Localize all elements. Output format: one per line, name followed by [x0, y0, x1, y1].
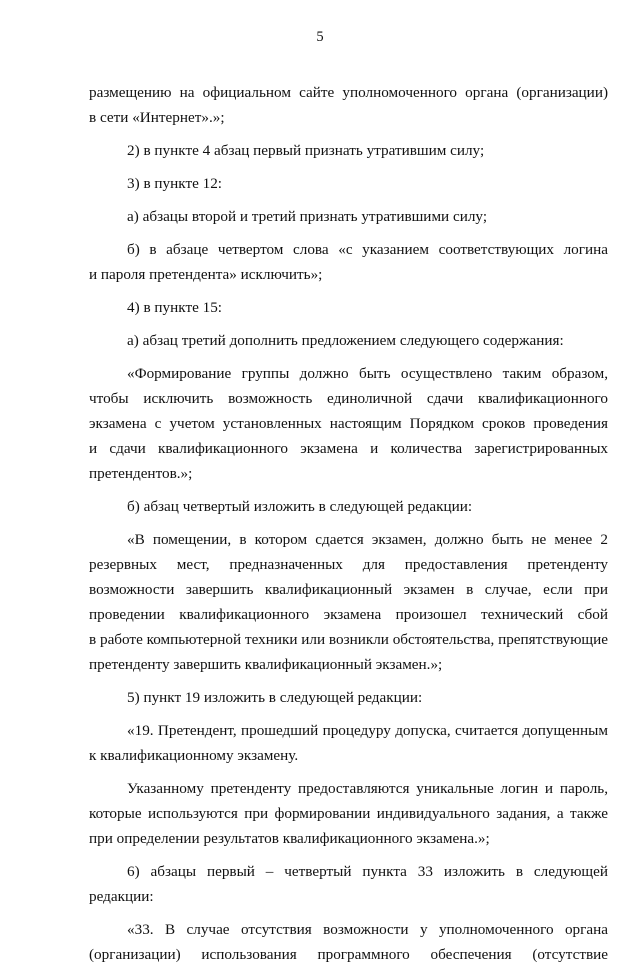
text-line: в работе компьютерной техники или возникли обстоятельства, препятствующие [89, 631, 608, 648]
text-line: 6) абзацы первый – четвертый пункта 33 изложить в следующей [127, 863, 608, 880]
text-line: которые используются при формировании индивидуального задания, а также [89, 805, 608, 822]
text-line: «Формирование группы должно быть осуществлено таким образом, [127, 365, 608, 382]
paragraph [89, 718, 608, 768]
paragraph [89, 685, 608, 710]
text-line: к квалификационному экзамену. [89, 747, 299, 764]
paragraph [89, 917, 608, 967]
text-line: размещению на официальном сайте уполномоченного органа (организации) [89, 84, 608, 101]
text-line: «33. В случае отсутствия возможности у уполномоченного органа [127, 921, 608, 938]
text-line: 3) в пункте 12: [127, 175, 223, 192]
text-line: (организации) использования программного обеспечения (отсутствие [89, 946, 608, 963]
text-line: б) в абзаце четвертом слова «с указанием соответствующих логина [127, 241, 608, 258]
text-line: экзамена с учетом установленных настоящим Порядком сроков проведения [89, 415, 608, 432]
text-line: и пароля претендента» исключить»; [89, 266, 323, 283]
text-line: Указанному претенденту предоставляются уникальные логин и пароль, [127, 780, 608, 797]
text-line: резервных мест, предназначенных для предоставления претенденту [89, 556, 608, 573]
text-line: 4) в пункте 15: [127, 299, 223, 316]
text-line: а) абзацы второй и третий признать утратившими силу; [127, 208, 488, 225]
paragraph [89, 494, 608, 519]
text-line: и сдачи квалификационного экзамена и количества зарегистрированных [89, 440, 608, 457]
paragraph [89, 138, 608, 163]
paragraph [89, 171, 608, 196]
paragraph [89, 859, 608, 909]
text-line: возможности завершить квалификационный экзамен в случае, если при [89, 581, 608, 598]
text-line: редакции: [89, 888, 154, 905]
paragraph [89, 80, 608, 130]
paragraph [89, 295, 608, 320]
text-line: «19. Претендент, прошедший процедуру допуска, считается допущенным [127, 722, 608, 739]
text-line: 5) пункт 19 изложить в следующей редакции: [127, 689, 423, 706]
text-line: претенденту завершить квалификационный экзамен.»; [89, 656, 443, 673]
paragraph [89, 328, 608, 353]
paragraph [89, 361, 608, 486]
paragraph [89, 204, 608, 229]
text-line: б) абзац четвертый изложить в следующей редакции: [127, 498, 473, 515]
paragraph [89, 527, 608, 677]
document-body [89, 80, 608, 967]
text-line: а) абзац третий дополнить предложением следующего содержания: [127, 332, 564, 349]
text-line: 2) в пункте 4 абзац первый признать утратившим силу; [127, 142, 485, 159]
text-line: в сети «Интернет».»; [89, 109, 225, 126]
text-line: при определении результатов квалификационного экзамена.»; [89, 830, 490, 847]
text-line: чтобы исключить возможность единоличной сдачи квалификационного [89, 390, 608, 407]
page-number: 5 [316, 29, 324, 45]
text-line: «В помещении, в котором сдается экзамен, должно быть не менее 2 [127, 531, 608, 548]
text-line: проведении квалификационного экзамена произошел технический сбой [89, 606, 608, 623]
text-line: претендентов.»; [89, 465, 193, 482]
paragraph [89, 776, 608, 851]
paragraph [89, 237, 608, 287]
